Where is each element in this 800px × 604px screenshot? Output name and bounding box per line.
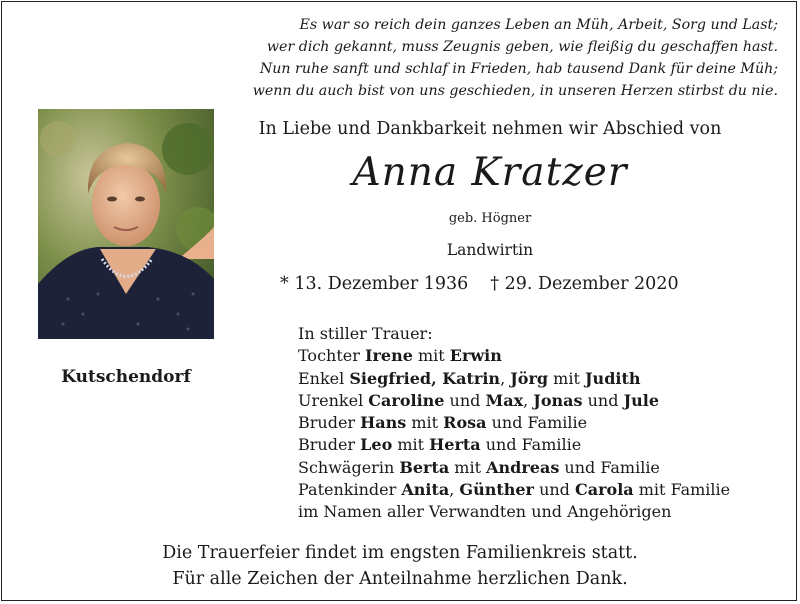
mourner-relation: , <box>500 368 511 388</box>
mourner-name: Leo <box>360 435 393 455</box>
mourner-name: Caroline <box>368 390 445 410</box>
mourner-line <box>298 434 778 456</box>
poem-line: Es war so reich dein ganzes Leben an Müh, Arbeit, Sorg und Last; <box>299 17 778 33</box>
mourner-line <box>298 390 778 412</box>
mourner-relation: und Familie <box>559 457 660 477</box>
mourner-relation: mit Familie <box>633 480 731 500</box>
mourner-name: Hans <box>360 413 407 433</box>
mourner-relation: Patenkinder <box>298 480 402 500</box>
mourner-name: Carola <box>575 480 634 500</box>
mourner-relation: , <box>523 390 534 410</box>
birth-date: * 13. Dezember 1936 <box>280 274 469 294</box>
deceased-name: Anna Kratzer <box>352 150 628 195</box>
mourner-line <box>298 412 778 434</box>
closing-line: Die Trauerfeier findet im engsten Familienkreis statt. <box>162 543 638 563</box>
mourner-relation: Tochter <box>298 346 365 366</box>
mourner-name: Jule <box>623 390 660 410</box>
mourner-line <box>298 457 778 479</box>
mourner-relation: und <box>533 480 576 500</box>
mourners-heading: In stiller Trauer: <box>298 324 433 343</box>
portrait-photo <box>38 109 214 339</box>
mourner-relation: mit <box>548 368 585 388</box>
mourner-relation: und Familie <box>486 413 588 433</box>
birth-name: geb. Högner <box>448 211 532 226</box>
mourner-relation: mit <box>406 413 444 433</box>
mourner-relation: mit <box>392 435 430 455</box>
mourner-name: Max <box>485 390 524 410</box>
mourner-name: Judith <box>584 368 641 388</box>
mourner-relation: und <box>582 390 624 410</box>
mourner-relation: mit <box>449 457 487 477</box>
mourner-name: Siegfried, Katrin <box>349 368 501 388</box>
mourner-name: Jörg <box>510 368 549 388</box>
mourner-relation: Schwägerin <box>298 457 400 477</box>
closing-text <box>0 540 800 592</box>
mourner-relation: und Familie <box>480 435 582 455</box>
mourner-relation: und <box>444 390 486 410</box>
mourner-relation: Urenkel <box>298 390 369 410</box>
mourner-relation: Bruder <box>298 413 361 433</box>
mourner-name: Erwin <box>449 346 502 366</box>
closing-line: Für alle Zeichen der Anteilnahme herzlichen Dank. <box>172 569 628 589</box>
mourner-relation: Enkel <box>298 368 350 388</box>
mourner-relation: im Namen aller Verwandten und Angehörigen <box>298 502 672 522</box>
death-date: † 29. Dezember 2020 <box>490 274 679 294</box>
mourner-name: Anita <box>401 480 450 500</box>
mourner-name: Berta <box>399 457 450 477</box>
mourner-relation: , <box>449 480 460 500</box>
poem-line: wer dich gekannt, muss Zeugnis geben, wie fleißig du geschaffen hast. <box>266 39 778 55</box>
mourner-line <box>298 368 778 390</box>
mourner-name: Günther <box>459 480 534 500</box>
intro-text: In Liebe und Dankbarkeit nehmen wir Abschied von <box>258 119 722 139</box>
poem-line: Nun ruhe sanft und schlaf in Frieden, hab tausend Dank für deine Müh; <box>259 61 778 77</box>
mourner-name: Irene <box>364 346 413 366</box>
mourner-name: Jonas <box>533 390 583 410</box>
mourner-relation: mit <box>412 346 450 366</box>
mourner-name: Rosa <box>443 413 487 433</box>
occupation: Landwirtin <box>446 241 534 259</box>
mourner-relation: Bruder <box>298 435 361 455</box>
mourner-name: Herta <box>429 435 481 455</box>
mourner-line <box>298 501 778 523</box>
mourner-name: Andreas <box>486 457 560 477</box>
mourner-line <box>298 345 778 367</box>
mourners-list <box>298 323 778 524</box>
life-dates <box>280 274 760 294</box>
mourner-line <box>298 479 778 501</box>
poem-line: wenn du auch bist von uns geschieden, in unseren Herzen stirbst du nie. <box>252 83 778 99</box>
memorial-poem <box>178 14 778 102</box>
place-name: Kutschendorf <box>61 367 191 387</box>
